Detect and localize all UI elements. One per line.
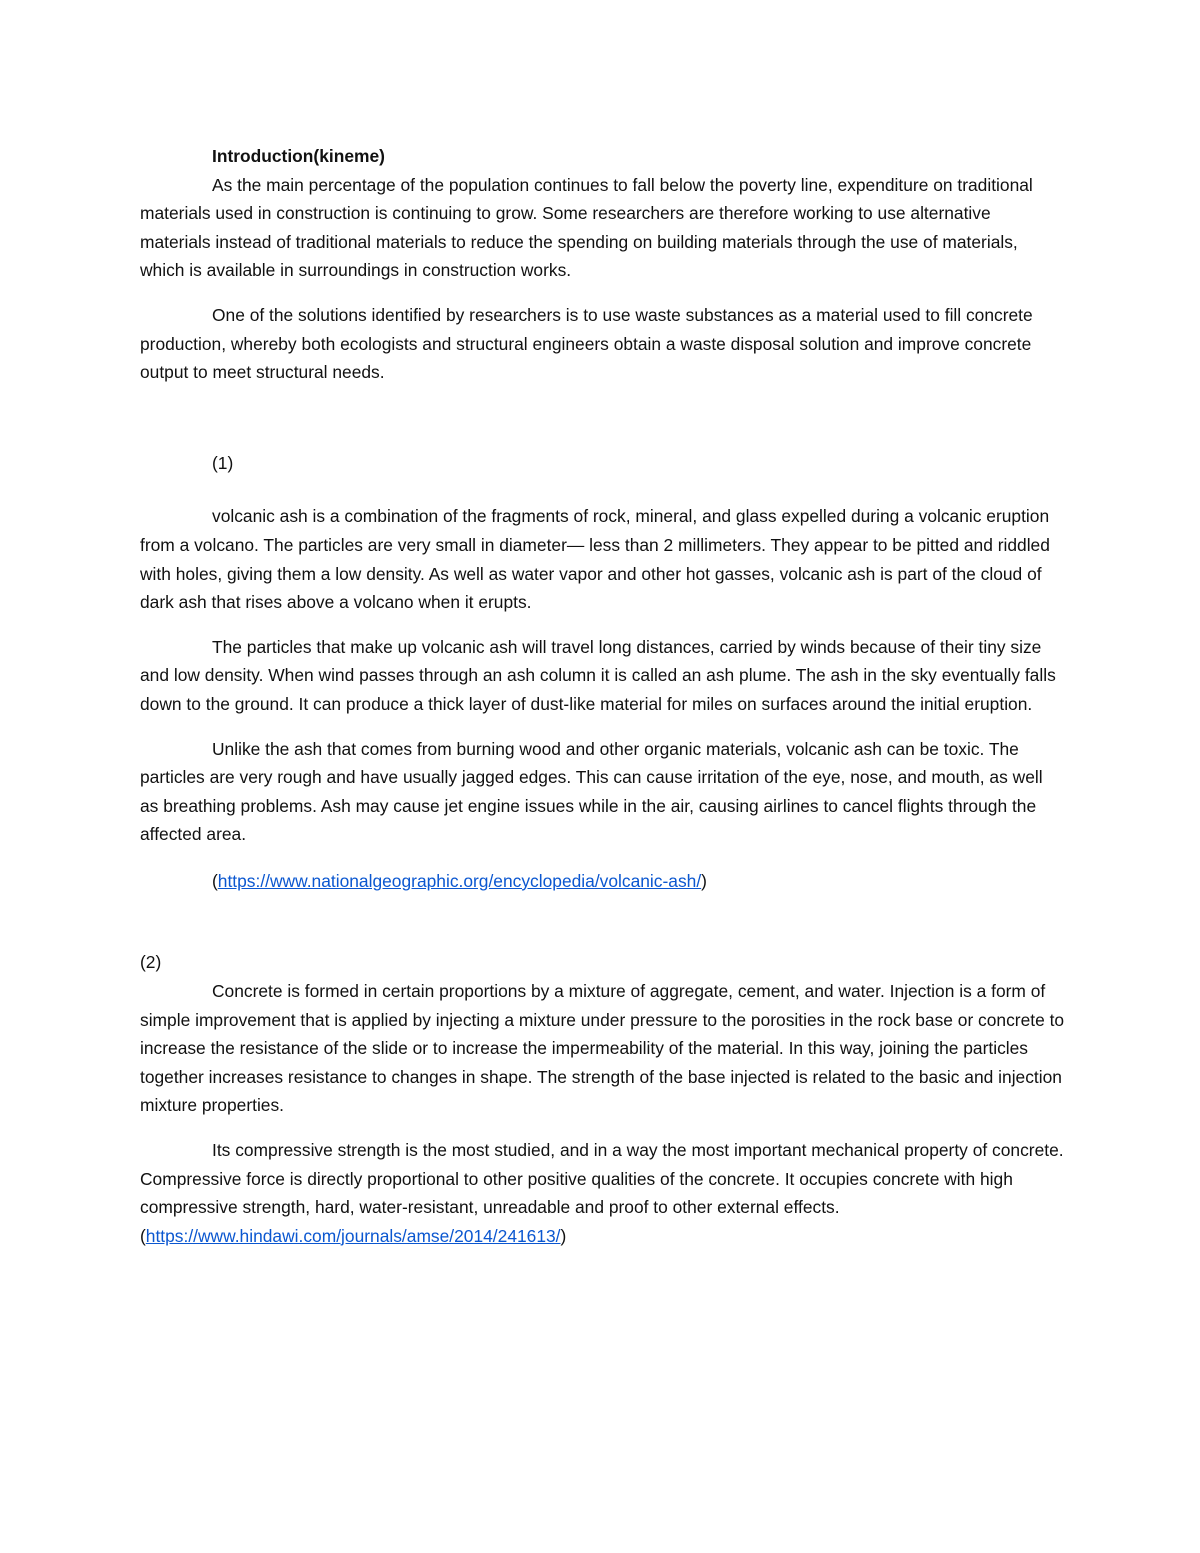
intro-heading: Introduction(kineme)	[212, 146, 385, 166]
section-2-paragraph-2: Its compressive strength is the most studied, and in a way the most important mechanical property of concrete. Compressive force is directly proportional to other positive qualities of the concrete. It occupies concrete with high compressive strength, hard, water-resistant, unreadable and proof to other external effects.	[140, 1140, 1064, 1218]
hindawi-link[interactable]: https://www.hindawi.com/journals/amse/2014/241613/	[145, 1225, 561, 1246]
intro-paragraph-1: As the main percentage of the population continues to fall below the poverty line, expenditure on traditional materials used in construction is continuing to grow. Some researchers are therefore working to use alternative materials instead of traditional materials to reduce the spending on building materials through the use of materials, which is available in surroundings in construction works.	[140, 174, 1033, 281]
section-2-label: (2)	[140, 952, 162, 973]
intro-paragraph-2: One of the solutions identified by researchers is to use waste substances as a material used to fill concrete production, whereby both ecologists and structural engineers obtain a waste disposal solution and improve concrete output to meet structural needs.	[140, 304, 1033, 383]
section-2-source-close: )	[560, 1225, 567, 1246]
section-2-source-open: (	[140, 1225, 146, 1246]
section-1-source-open: (	[212, 870, 218, 891]
section-1-paragraph-3: Unlike the ash that comes from burning wood and other organic materials, volcanic ash can be toxic. The particles are very rough and have usually jagged edges. This can cause irritation of the eye, nose, and mouth, as well as breathing problems. Ash may cause jet engine issues while in the air, causing airlines to cancel flights through the affected area.	[140, 738, 1043, 845]
section-2-source	[140, 1222, 1065, 1251]
section-1-source-close: )	[701, 870, 707, 891]
section-1-source	[140, 867, 1065, 896]
section-2-paragraph-1: Concrete is formed in certain proportions by a mixture of aggregate, cement, and water. Injection is a form of simple improvement that is applied by injecting a mixture under pressure to the porosities in the rock base or concrete to increase the resistance of the slide or to increase the impermeability of the material. In this way, joining the particles together increases resistance to changes in shape. The strength of the base injected is related to the basic and injection mixture properties.	[140, 981, 1065, 1116]
section-1-label: (1)	[212, 452, 234, 473]
section-1-paragraph-2: The particles that make up volcanic ash will travel long distances, carried by winds because of their tiny size and low density. When wind passes through an ash column it is called an ash plume. The ash in the sky eventually falls down to the ground. It can produce a thick layer of dust-like material for miles on surfaces around the initial eruption.	[140, 636, 1056, 714]
document-body	[140, 142, 1065, 1250]
section-1-paragraph-1: volcanic ash is a combination of the fragments of rock, mineral, and glass expelled during a volcanic eruption from a volcano. The particles are very small in diameter— less than 2 millimeters. They appear to be pitted and riddled with holes, giving them a low density. As well as water vapor and other hot gasses, volcanic ash is part of the cloud of dark ash that rises above a volcano when it erupts.	[140, 506, 1050, 613]
national-geographic-link[interactable]: https://www.nationalgeographic.org/encyclopedia/volcanic-ash/	[217, 870, 702, 891]
